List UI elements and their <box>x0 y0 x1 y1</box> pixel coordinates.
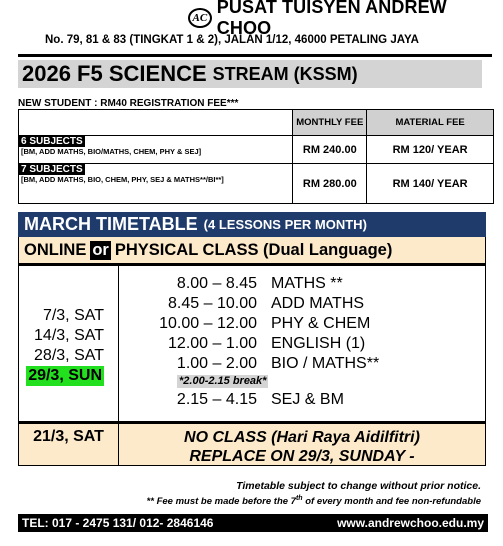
break-row <box>119 375 485 388</box>
new-student-fee: NEW STUDENT : RM40 REGISTRATION FEE*** <box>18 98 239 109</box>
header-divider <box>18 54 492 57</box>
material-fee: RM 140/ YEAR <box>367 164 494 204</box>
lesson-subject: BIO / MATHS** <box>271 355 380 372</box>
title-banner <box>18 60 482 88</box>
no-class-line: NO CLASS (Hari Raya Aidilfitri) <box>184 429 420 446</box>
fee-note-text: ** Fee must be made before the 7 <box>146 496 296 508</box>
lesson-time: 8.45 – 10.00 <box>168 295 257 312</box>
lesson-time: 1.00 – 2.00 <box>176 355 257 372</box>
monthly-fee: RM 240.00 <box>293 136 367 164</box>
lesson-subject: ENGLISH (1) <box>271 335 366 352</box>
material-fee: RM 120/ YEAR <box>367 136 494 164</box>
break-label: *2.00-2.15 break* <box>179 375 267 387</box>
lesson-subject: MATHS ** <box>271 275 343 292</box>
title-sub: STREAM (KSSM) <box>212 63 358 84</box>
phone-numbers: TEL: 017 - 2475 131/ 012- 2846146 <box>22 516 214 530</box>
title-main: 2026 F5 SCIENCE <box>22 61 207 86</box>
brand-row <box>188 0 503 38</box>
mode-or: or <box>92 240 109 259</box>
no-class-message <box>119 428 485 466</box>
timetable-body <box>18 264 486 422</box>
timetable-subtitle: (4 LESSONS PER MONTH) <box>203 217 367 232</box>
package-cell <box>19 136 293 164</box>
fee-note-rest: of every month and fee non-refundable <box>302 496 481 508</box>
fee-table-corner <box>19 110 293 136</box>
package-detail: [BM, ADD MATHS, BIO/MATHS, CHEM, PHY & SEJ] <box>21 147 202 156</box>
lesson-list <box>119 274 485 410</box>
replacement-date: 29/3, SUN <box>28 367 102 384</box>
footer-bar <box>18 514 488 532</box>
class-date: 14/3, SAT <box>34 327 104 344</box>
package-title: 6 SUBJECTS <box>21 136 83 147</box>
brand-name: PUSAT TUISYEN ANDREW CHOO <box>216 0 447 38</box>
mode-physical: PHYSICAL CLASS (Dual Language) <box>114 240 393 259</box>
class-mode <box>18 237 486 264</box>
mode-online: ONLINE <box>24 240 87 259</box>
lesson-time: 8.00 – 8.45 <box>176 275 257 292</box>
lesson-row <box>119 354 485 374</box>
schedule-change-note: Timetable subject to change without prior notice. <box>236 480 481 492</box>
package-cell <box>19 164 293 204</box>
timetable <box>18 212 486 466</box>
lesson-row <box>119 274 485 294</box>
lesson-subject: SEJ & BM <box>271 391 344 408</box>
lesson-time: 2.15 – 4.15 <box>176 391 257 408</box>
monthly-fee: RM 280.00 <box>293 164 367 204</box>
lesson-row <box>119 314 485 334</box>
fee-row <box>19 136 494 164</box>
fee-note-sup: th <box>295 495 303 502</box>
class-date: 28/3, SAT <box>34 347 104 364</box>
no-class-notice <box>18 422 486 466</box>
website-link[interactable]: www.andrewchoo.edu.my <box>337 516 484 530</box>
material-fee-header: MATERIAL FEE <box>367 110 494 136</box>
logo: AC <box>188 8 212 28</box>
lesson-time: 12.00 – 1.00 <box>168 335 257 352</box>
lesson-time: 10.00 – 12.00 <box>159 315 257 332</box>
package-title: 7 SUBJECTS <box>21 164 83 175</box>
fee-table <box>18 109 494 204</box>
no-class-date: 21/3, SAT <box>33 428 104 445</box>
timetable-title: MARCH TIMETABLE <box>24 214 198 234</box>
lesson-row <box>119 334 485 354</box>
fee-row <box>19 164 494 204</box>
class-date: 7/3, SAT <box>42 307 104 324</box>
fee-note <box>147 495 481 507</box>
monthly-fee-header: MONTHLY FEE <box>293 110 367 136</box>
lesson-subject: ADD MATHS <box>271 295 365 312</box>
package-detail: [BM, ADD MATHS, BIO, CHEM, PHY, SEJ & MATHS**/BI**] <box>21 175 224 184</box>
lesson-subject: PHY & CHEM <box>271 315 371 332</box>
lesson-row <box>119 390 485 410</box>
lesson-row <box>119 294 485 314</box>
address: No. 79, 81 & 83 (TINGKAT 1 & 2), JALAN 1/12, 46000 PETALING JAYA <box>45 34 419 46</box>
timetable-heading <box>18 212 486 237</box>
class-dates <box>19 306 118 386</box>
replace-line: REPLACE ON 29/3, SUNDAY - <box>189 448 415 465</box>
